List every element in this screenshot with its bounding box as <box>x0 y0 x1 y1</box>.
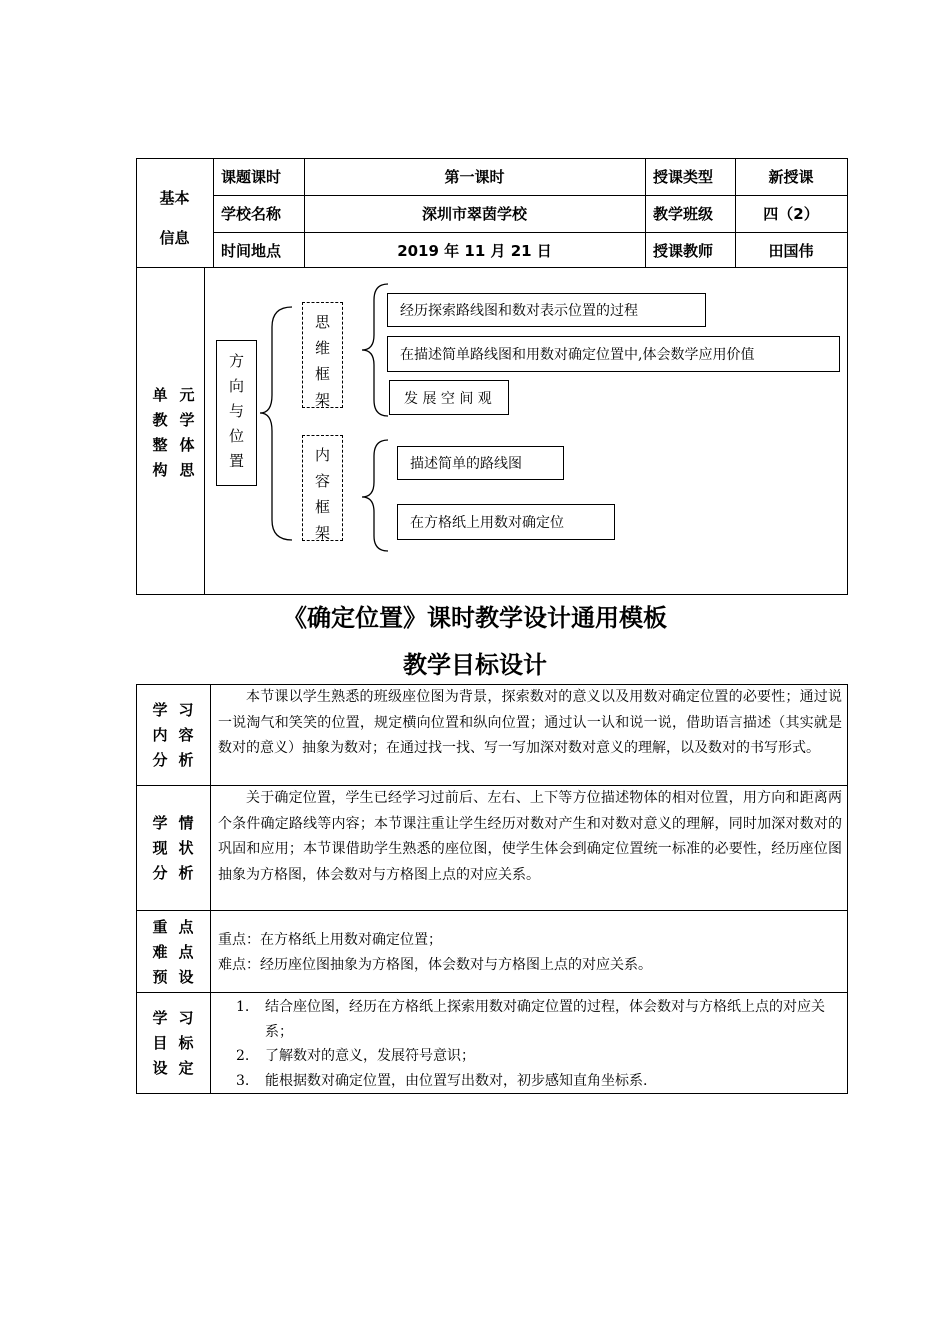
goal-2-number: 2. <box>236 1048 250 1064</box>
time-value: 2019 年 11 月 21 日 <box>397 241 552 260</box>
topic-box: 方 向 与 位 置 <box>216 340 257 486</box>
content-brace <box>362 440 388 551</box>
time-label: 时间地点 <box>221 241 282 260</box>
school-label: 学校名称 <box>221 205 282 223</box>
unit-structure-label-col1: 单 教 整 构 <box>152 386 168 479</box>
key-points-label-col2: 点 点 设 <box>178 918 194 986</box>
teacher-label: 授课教师 <box>653 241 714 260</box>
content-item-1: 描述简单的路线图 <box>397 446 564 480</box>
think-item-2: 在描述简单路线图和用数对确定位置中,体会数学应用价值 <box>387 336 840 372</box>
goal-2-text: 了解数对的意义，发展符号意识； <box>265 1048 475 1064</box>
goal-3-number: 3. <box>236 1073 250 1089</box>
teacher-value: 田国伟 <box>768 241 814 260</box>
student-analysis-label-col2: 情 状 析 <box>178 814 194 882</box>
goal-1-text: 结合座位图，经历在方格纸上探索用数对确定位置的过程，体会数对与方格纸上点的对应关系； <box>265 999 825 1040</box>
sub-title: 教学目标设计 <box>403 651 547 679</box>
think-item-3: 发 展 空 间 观 <box>389 380 509 415</box>
school-value: 深圳市翠茵学校 <box>421 205 527 223</box>
content-analysis-text: 本节课以学生熟悉的班级座位图为背景，探索数对的意义以及用数对确定位置的必要性；通过说一说淘气和笑笑的位置，规定横向位置和纵向位置；通过认一认和说一说，借助语言描述（其实就是数对的意义）抽象为数对；在通过找一找、写一写加深对数对意义的理解，以及数对的书写形式。 <box>218 689 842 756</box>
lesson-label: 课题课时 <box>221 168 282 186</box>
main-title: 《确定位置》课时教学设计通用模板 <box>283 604 667 632</box>
lesson-type-value: 新授课 <box>768 168 814 186</box>
student-analysis-label-col1: 学 现 分 <box>152 814 168 882</box>
think-frame-box: 思 维 框 架 <box>302 302 343 408</box>
class-label: 教学班级 <box>653 205 714 223</box>
student-analysis-text: 关于确定位置，学生已经学习过前后、左右、上下等方位描述物体的相对位置，用方向和距离两个条件确定路线等内容；本节课注重让学生经历对数对产生和对数对意义的理解，同时加深对数对的巩固和应用；本节课借助学生熟悉的座位图，使学生体会到确定位置统一标准的必要性，经历座位图抽象为方格图，体会数对与方格图上点的对应关系。 <box>218 790 842 883</box>
key-point-text: 重点：在方格纸上用数对确定位置； <box>218 932 442 948</box>
basic-info-label: 基本 信息 <box>159 189 190 247</box>
goal-1-number: 1. <box>236 999 250 1015</box>
key-points-label-col1: 重 难 预 <box>152 918 168 986</box>
class-value: 四（2） <box>763 205 819 223</box>
lesson-type-label: 授课类型 <box>653 168 714 186</box>
difficult-point-text: 难点：经历座位图抽象为方格图，体会数对与方格图上点的对应关系。 <box>218 957 652 973</box>
content-frame-box: 内 容 框 架 <box>302 435 343 541</box>
content-analysis-label-col1: 学 内 分 <box>152 701 168 769</box>
topic-brace <box>260 307 292 540</box>
content-analysis-label-col2: 习 容 析 <box>178 701 194 769</box>
goal-3-text: 能根据数对确定位置，由位置写出数对，初步感知直角坐标系. <box>265 1073 648 1089</box>
unit-structure-label-col2: 元 学 体 思 <box>179 386 195 479</box>
think-item-1: 经历探索路线图和数对表示位置的过程 <box>387 293 706 327</box>
content-item-2: 在方格纸上用数对确定位 <box>397 504 615 540</box>
goals-label-col1: 学 目 设 <box>152 1009 168 1077</box>
goals-label-col2: 习 标 定 <box>178 1009 194 1077</box>
lesson-value: 第一课时 <box>444 168 505 186</box>
think-brace <box>362 284 388 416</box>
